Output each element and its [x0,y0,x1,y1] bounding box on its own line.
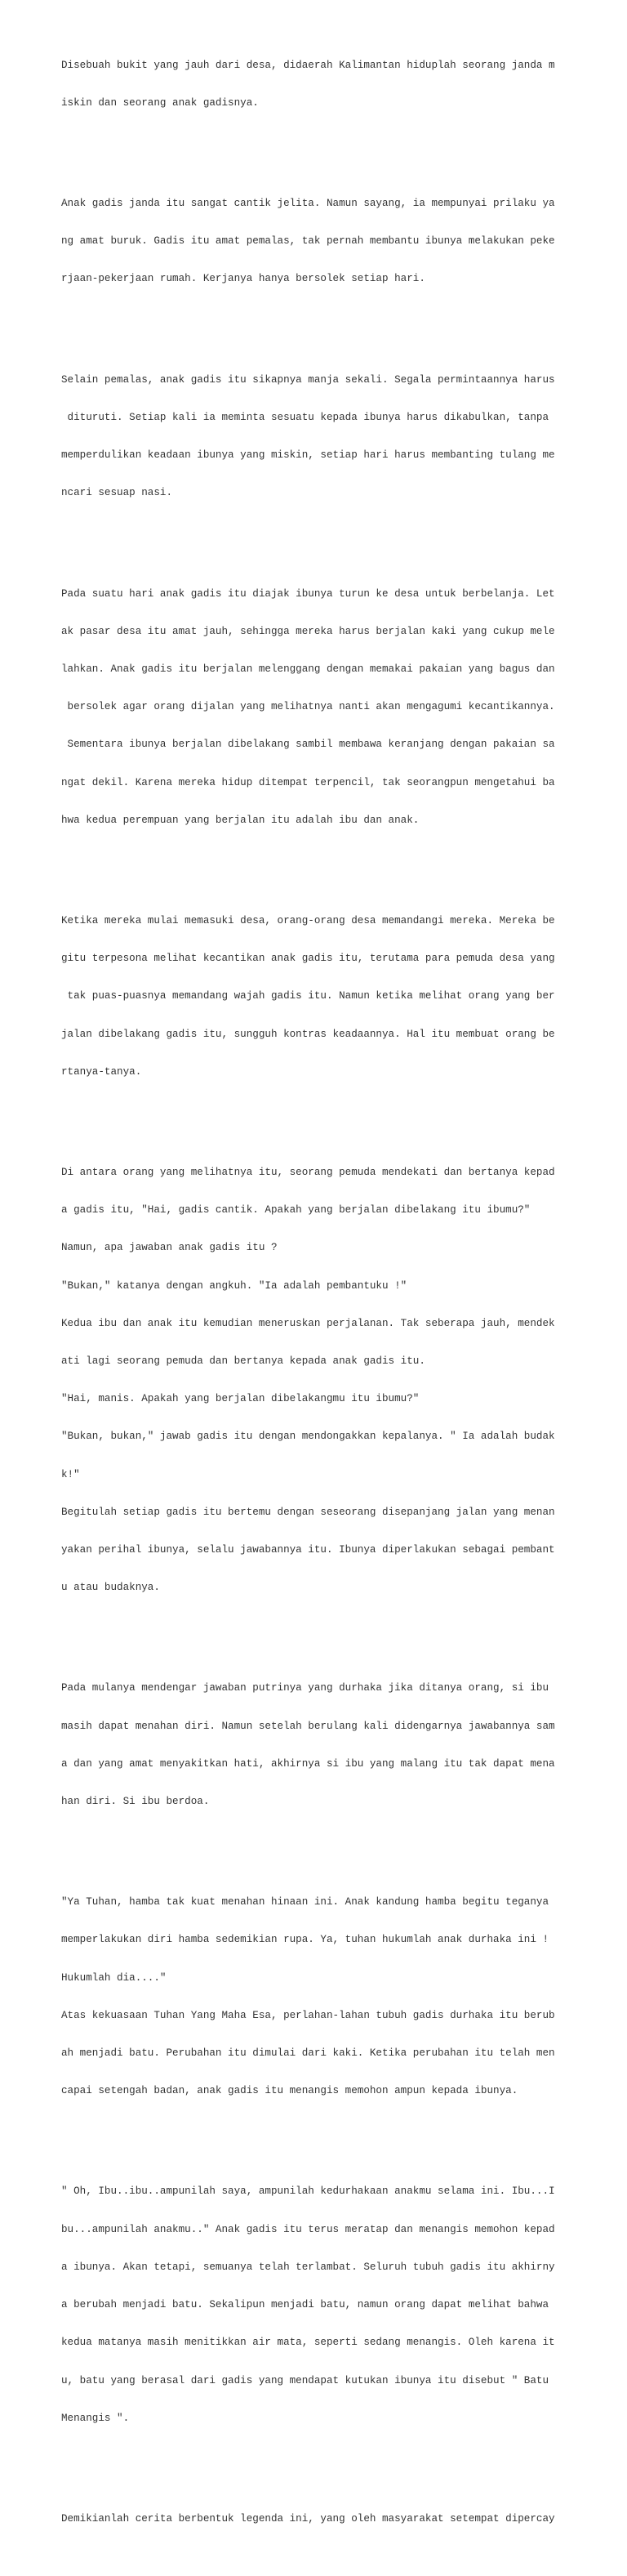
text-line: ngat dekil. Karena mereka hidup ditempat terpencil, tak seorangpun mengetahui ba [61,776,555,788]
text-line: Namun, apa jawaban anak gadis itu ? [61,1242,278,1254]
text-line: Pada mulanya mendengar jawaban putrinya yang durhaka jika ditanya orang, si ibu [61,1682,549,1694]
text-line: Atas kekuasaan Tuhan Yang Maha Esa, perlahan-lahan tubuh gadis durhaka itu berub [61,2009,555,2021]
text-line: "Hai, manis. Apakah yang berjalan dibelakangmu itu ibumu?" [61,1393,420,1405]
text-line: hwa kedua perempuan yang berjalan itu adalah ibu dan anak. [61,814,420,826]
text-line: yakan perihal ibunya, selalu jawabannya itu. Ibunya diperlakukan sebagai pembant [61,1544,555,1556]
text-line: ati lagi seorang pemuda dan bertanya kepada anak gadis itu. [61,1355,425,1367]
text-line: "Bukan," katanya dengan angkuh. "Ia adalah pembantuku !" [61,1279,407,1292]
text-line: Disebuah bukit yang jauh dari desa, didaerah Kalimantan hiduplah seorang janda m [61,59,555,71]
text-line: bersolek agar orang dijalan yang melihatnya nanti akan mengagumi kecantikannya. [61,701,555,713]
text-line: ah menjadi batu. Perubahan itu dimulai dari kaki. Ketika perubahan itu telah men [61,2047,555,2060]
paragraph-5 [61,890,616,1104]
text-line: a gadis itu, "Hai, gadis cantik. Apakah yang berjalan dibelakang itu ibumu?" [61,1204,531,1217]
text-line: ncari sesuap nasi. [61,487,173,499]
text-line: Hukumlah dia...." [61,1971,167,1984]
text-line: memperdulikan keadaan ibunya yang miskin, setiap hari harus membanting tulang me [61,449,555,462]
document-body [61,9,616,2576]
text-line: a dan yang amat menyakitkan hati, akhirnya si ibu yang malang itu tak dapat mena [61,1757,555,1770]
text-line: gitu terpesona melihat kecantikan anak gadis itu, terutama para pemuda desa yang [61,953,555,965]
paragraph-8 [61,1871,616,2123]
text-line: han diri. Si ibu berdoa. [61,1796,210,1808]
text-line: Pada suatu hari anak gadis itu diajak ibunya turun ke desa untuk berbelanja. Let [61,587,555,600]
paragraph-4 [61,563,616,852]
text-line: kedua matanya masih menitikkan air mata, seperti sedang menangis. Oleh karena it [61,2337,555,2349]
text-line: capai setengah badan, anak gadis itu menangis memohon ampun kepada ibunya. [61,2085,518,2097]
text-line: "Ya Tuhan, hamba tak kuat menahan hinaan ini. Anak kandung hamba begitu teganya [61,1896,549,1909]
paragraph-1 [61,34,616,135]
text-line: Begitulah setiap gadis itu bertemu dengan seseorang disepanjang jalan yang menan [61,1506,555,1518]
text-line: Kedua ibu dan anak itu kemudian meneruskan perjalanan. Tak seberapa jauh, mendek [61,1317,555,1329]
text-line: Menangis ". [61,2412,130,2424]
text-line: Ketika mereka mulai memasuki desa, orang-orang desa memandangi mereka. Mereka be [61,914,555,926]
text-line: Selain pemalas, anak gadis itu sikapnya manja sekali. Segala permintaannya harus [61,373,555,386]
text-line: Demikianlah cerita berbentuk legenda ini, yang oleh masyarakat setempat dipercay [61,2512,555,2525]
text-line: rtanya-tanya. [61,1065,142,1078]
paragraph-6 [61,1141,616,1619]
text-line: Anak gadis janda itu sangat cantik jelita. Namun sayang, ia mempunyai prilaku ya [61,198,555,210]
text-line: bu...ampunilah anakmu.." Anak gadis itu terus meratap dan menangis memohon kepad [61,2223,555,2235]
text-line: "Bukan, bukan," jawab gadis itu dengan mendongakkan kepalanya. " Ia adalah budak [61,1431,555,1443]
text-line: ng amat buruk. Gadis itu amat pemalas, tak pernah membantu ibunya melakukan peke [61,235,555,248]
text-line: tak puas-puasnya memandang wajah gadis itu. Namun ketika melihat orang yang ber [61,990,555,1002]
text-line: memperlakukan diri hamba sedemikian rupa. Ya, tuhan hukumlah anak durhaka ini ! [61,1934,549,1946]
text-line: iskin dan seorang anak gadisnya. [61,96,259,109]
text-line: a ibunya. Akan tetapi, semuanya telah terlambat. Seluruh tubuh gadis itu akhirny [61,2261,555,2273]
text-line: masih dapat menahan diri. Namun setelah berulang kali didengarnya jawabannya sam [61,1720,555,1732]
text-line: ak pasar desa itu amat jauh, sehingga mereka harus berjalan kaki yang cukup mele [61,625,555,637]
text-line: " Oh, Ibu..ibu..ampunilah saya, ampunilah kedurhakaan anakmu selama ini. Ibu...I [61,2185,555,2198]
paragraph-10 [61,2488,616,2551]
paragraph-2 [61,172,616,310]
text-line: jalan dibelakang gadis itu, sungguh kontras keadaannya. Hal itu membuat orang be [61,1028,555,1040]
text-line: lahkan. Anak gadis itu berjalan melenggang dengan memakai pakaian yang bagus dan [61,663,555,675]
text-line: k!" [61,1468,80,1480]
paragraph-3 [61,349,616,525]
text-line: rjaan-pekerjaan rumah. Kerjanya hanya bersolek setiap hari. [61,273,425,285]
text-line: Sementara ibunya berjalan dibelakang sambil membawa keranjang dengan pakaian sa [61,739,555,751]
paragraph-9 [61,2161,616,2450]
paragraph-7 [61,1658,616,1834]
text-line: u atau budaknya. [61,1582,160,1594]
text-line: dituruti. Setiap kali ia meminta sesuatu kepada ibunya harus dikabulkan, tanpa [61,411,549,423]
text-line: Di antara orang yang melihatnya itu, seorang pemuda mendekati dan bertanya kepad [61,1166,555,1178]
text-line: a berubah menjadi batu. Sekalipun menjadi batu, namun orang dapat melihat bahwa [61,2299,549,2311]
text-line: u, batu yang berasal dari gadis yang mendapat kutukan ibunya itu disebut " Batu [61,2374,549,2386]
